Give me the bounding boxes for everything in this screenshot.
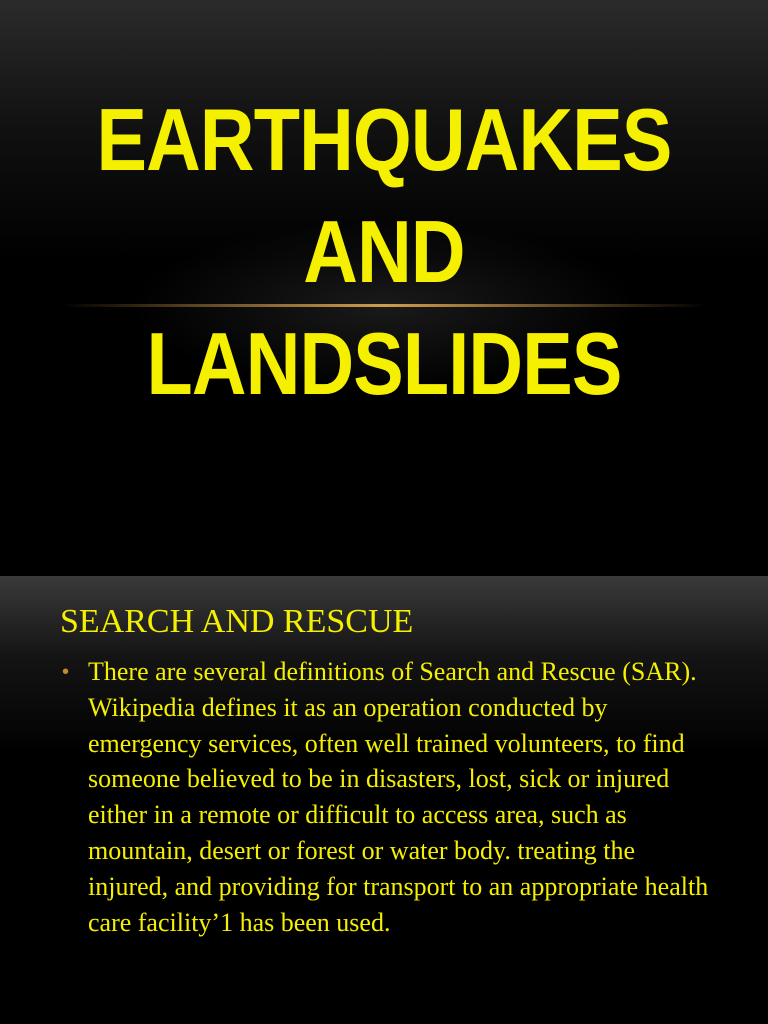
content-heading: SEARCH AND RESCUE (60, 603, 414, 640)
bullet-list (60, 654, 710, 940)
bullet-text: There are several definitions of Search and Rescue (SAR). Wikipedia defines it as an operation conducted by emergency services, often well trained volunteers, to find someone believed to be in disasters, lost, sick or injured either in a remote or difficult to access area, such as mountain, desert or forest or water body. treating the injured, and providing for transport to an appropriate health care facility’1 has been used. (88, 657, 709, 937)
bullet-item (60, 654, 710, 940)
bullet-marker-icon: • (62, 661, 70, 683)
title-line-2: AND (303, 202, 465, 301)
title-line-1: EARTHQUAKES (96, 90, 672, 189)
title-line-3: LANDSLIDES (146, 314, 622, 413)
title-divider (60, 304, 708, 307)
content-slide (0, 576, 768, 1024)
